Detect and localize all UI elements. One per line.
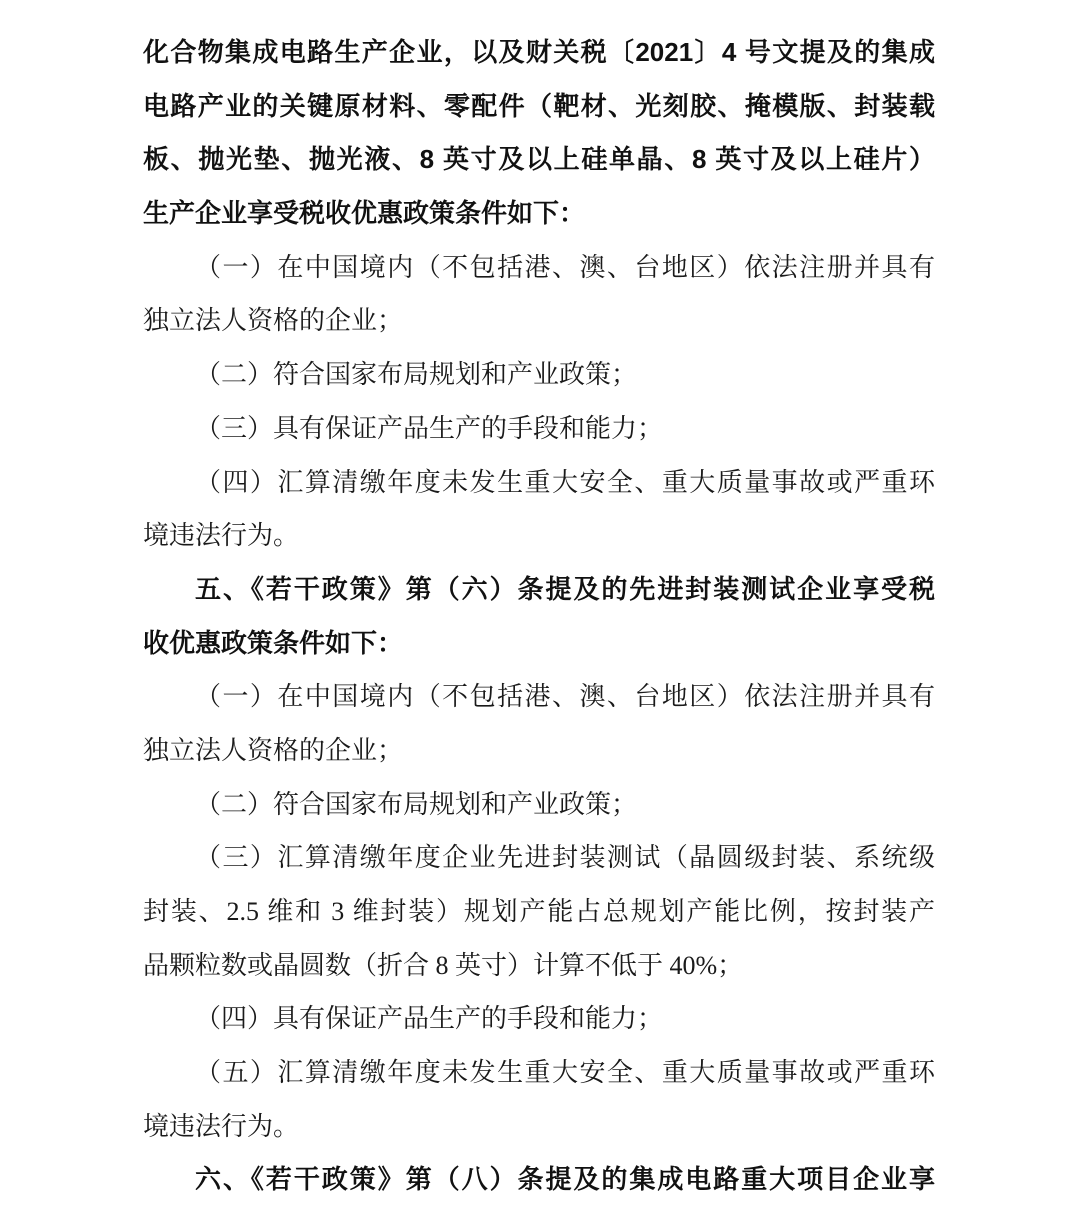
text-line: （三）具有保证产品生产的手段和能力；	[195, 413, 664, 443]
text-line: （一）在中国境内（不包括港、澳、台地区）依法注册并具有	[195, 252, 935, 282]
condition-item-5-1	[143, 670, 935, 777]
text-line: （二）符合国家布局规划和产业政策；	[195, 789, 638, 819]
condition-item-3	[143, 402, 935, 456]
condition-item-2	[143, 348, 935, 402]
text-line: （四）汇算清缴年度未发生重大安全、重大质量事故或严重环	[195, 467, 935, 497]
condition-item-5-3	[143, 831, 935, 992]
text-line: 独立法人资格的企业；	[143, 735, 404, 765]
text-line: 境违法行为。	[143, 1111, 300, 1141]
text-line: 六、《若干政策》第（八）条提及的集成电路重大项目企业享	[195, 1164, 935, 1195]
text-line: 化合物集成电路生产企业，以及财关税〔2021〕4 号文提及的集成	[143, 37, 935, 67]
condition-item-4	[143, 456, 935, 563]
text-line: （四）具有保证产品生产的手段和能力；	[195, 1004, 664, 1034]
condition-item-5-4	[143, 992, 935, 1046]
text-line: （五）汇算清缴年度未发生重大安全、重大质量事故或严重环	[195, 1058, 935, 1088]
text-line: （一）在中国境内（不包括港、澳、台地区）依法注册并具有	[195, 682, 935, 712]
text-line: 板、抛光垫、抛光液、8 英寸及以上硅单晶、8 英寸及以上硅片）	[143, 144, 935, 175]
condition-item-5-2	[143, 778, 935, 832]
text-line: （三）汇算清缴年度企业先进封装测试（晶圆级封装、系统级	[195, 843, 935, 873]
text-line: 境违法行为。	[143, 521, 300, 551]
text-line: 五、《若干政策》第（六）条提及的先进封装测试企业享受税	[195, 573, 935, 604]
text-line: 独立法人资格的企业；	[143, 306, 404, 336]
text-line: 收优惠政策条件如下：	[143, 627, 404, 658]
section-5-heading	[143, 563, 935, 670]
text-line: 品颗粒数或晶圆数（折合 8 英寸）计算不低于 40%；	[143, 950, 744, 980]
condition-item-5-5	[143, 1046, 935, 1153]
paragraph-ic-producers-lead-in	[143, 26, 935, 241]
section-6-heading	[143, 1153, 935, 1207]
text-line: （二）符合国家布局规划和产业政策；	[195, 360, 638, 390]
condition-item-1	[143, 241, 935, 348]
text-line: 生产企业享受税收优惠政策条件如下：	[143, 198, 586, 229]
text-line: 电路产业的关键原材料、零配件（靶材、光刻胶、掩模版、封装载	[143, 90, 935, 121]
document-content	[143, 26, 935, 1207]
text-line: 封装、2.5 维和 3 维封装）规划产能占总规划产能比例，按封装产	[143, 897, 935, 926]
